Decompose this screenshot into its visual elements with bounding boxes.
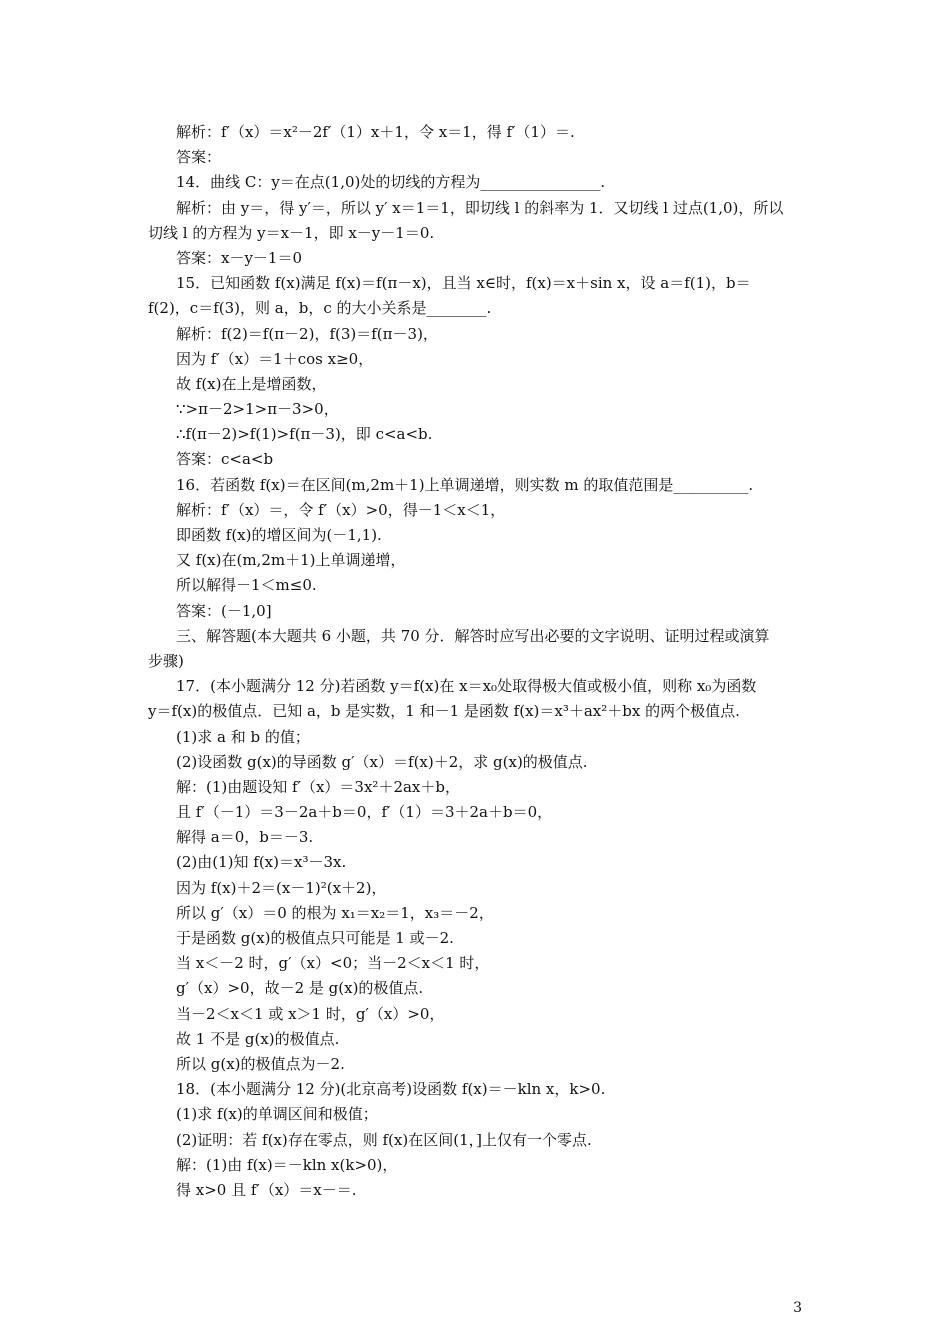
text-line: (1)求 f(x)的单调区间和极值；: [176, 1105, 378, 1124]
text-line: 又 f(x)在(m,2m＋1)上单调递增，: [176, 551, 406, 570]
text-line: 解：(1)由题设知 f′（x）＝3x²＋2ax＋b，: [176, 777, 460, 796]
text-line: (2)由(1)知 f(x)＝x³－3x.: [176, 853, 347, 872]
text-line: 当－2＜x＜1 或 x＞1 时，g′（x）>0，: [176, 1004, 445, 1023]
text-line: 解：(1)由 f(x)＝－kln x(k>0)，: [176, 1155, 398, 1174]
text-line: 18．(本小题满分 12 分)(北京高考)设函数 f(x)＝－kln x，k>0.: [176, 1080, 606, 1099]
text-line: 答案：: [176, 148, 222, 167]
text-line: 因为 f′（x）＝1＋cos x≥0，: [176, 349, 374, 368]
text-line: 所以 g′（x）＝0 的根为 x₁＝x₂＝1，x₃＝－2，: [176, 903, 494, 922]
text-line: f(2)，c＝f(3)，则 a，b，c 的大小关系是________.: [148, 299, 492, 318]
text-line: 解得 a＝0，b＝－3.: [176, 828, 314, 847]
text-line: 因为 f(x)＋2＝(x－1)²(x＋2)，: [176, 878, 387, 897]
text-line: (2)证明：若 f(x)存在零点，则 f(x)在区间(1，]上仅有一个零点.: [176, 1130, 592, 1149]
text-line: 故 1 不是 g(x)的极值点.: [176, 1029, 340, 1048]
page-number: 3: [793, 1300, 802, 1316]
text-line: 当 x＜－2 时，g′（x）<0；当－2＜x＜1 时，: [176, 954, 490, 973]
document-body: [0, 120, 950, 1203]
text-line: (2)设函数 g(x)的导函数 g′（x）＝f(x)＋2，求 g(x)的极值点.: [176, 752, 588, 771]
text-line: 解析：f(2)＝f(π－2)，f(3)＝f(π－3)，: [176, 324, 438, 343]
text-line: 答案：c<a<b: [176, 450, 274, 469]
text-line: 14．曲线 C：y＝在点(1,0)处的切线的方程为________________.: [176, 173, 606, 192]
text-line: 解析：f′（x）＝，令 f′（x）>0，得－1＜x＜1，: [176, 500, 506, 519]
text-line: 答案：(－1,0]: [176, 601, 272, 620]
text-line: 故 f(x)在上是增函数，: [176, 374, 327, 393]
text-line: 切线 l 的方程为 y＝x－1，即 x－y－1＝0.: [148, 223, 435, 242]
text-line: 且 f′（－1）＝3－2a＋b＝0，f′（1）＝3＋2a＋b＝0，: [176, 803, 553, 822]
text-line: ∴f(π－2)>f(1)>f(π－3)，即 c<a<b.: [176, 425, 433, 444]
text-line: 15．已知函数 f(x)满足 f(x)＝f(π－x)，且当 x∈时，f(x)＝x＋sin x，设 a＝f(1)，b＝: [176, 274, 751, 293]
text-line: 得 x>0 且 f′（x）＝x－＝.: [176, 1180, 357, 1199]
text-line: 所以解得－1＜m≤0.: [176, 576, 317, 595]
text-line: g′（x）>0，故－2 是 g(x)的极值点.: [176, 979, 424, 998]
text-line: 所以 g(x)的极值点为－2.: [176, 1054, 345, 1073]
text-line: 解析：由 y＝，得 y′＝，所以 y′ x＝1＝1，即切线 l 的斜率为 1．又切线 l 过点(1,0)，所以: [176, 198, 784, 217]
text-line: 16．若函数 f(x)＝在区间(m,2m＋1)上单调递增，则实数 m 的取值范围是__________.: [176, 475, 754, 494]
text-line: 答案：x－y－1＝0: [176, 248, 303, 267]
text-line: y＝f(x)的极值点．已知 a，b 是实数，1 和－1 是函数 f(x)＝x³＋ax²＋bx 的两个极值点.: [148, 702, 740, 721]
text-line: 解析：f′（x）＝x²－2f′（1）x＋1，令 x＝1，得 f′（1）＝.: [176, 123, 575, 141]
text-line: 于是函数 g(x)的极值点只可能是 1 或－2.: [176, 929, 454, 947]
text-line: ∵>π－2>1>π－3>0，: [176, 400, 339, 419]
text-line: 17．(本小题满分 12 分)若函数 y＝f(x)在 x＝x₀处取得极大值或极小值，则称 x₀为函数: [176, 677, 757, 696]
text-line: 步骤): [148, 651, 184, 670]
text-line: 三、解答题(本大题共 6 小题，共 70 分．解答时应写出必要的文字说明、证明过程或演算: [176, 626, 770, 645]
text-line: 即函数 f(x)的增区间为(－1,1).: [176, 526, 382, 544]
text-line: (1)求 a 和 b 的值；: [176, 727, 310, 746]
